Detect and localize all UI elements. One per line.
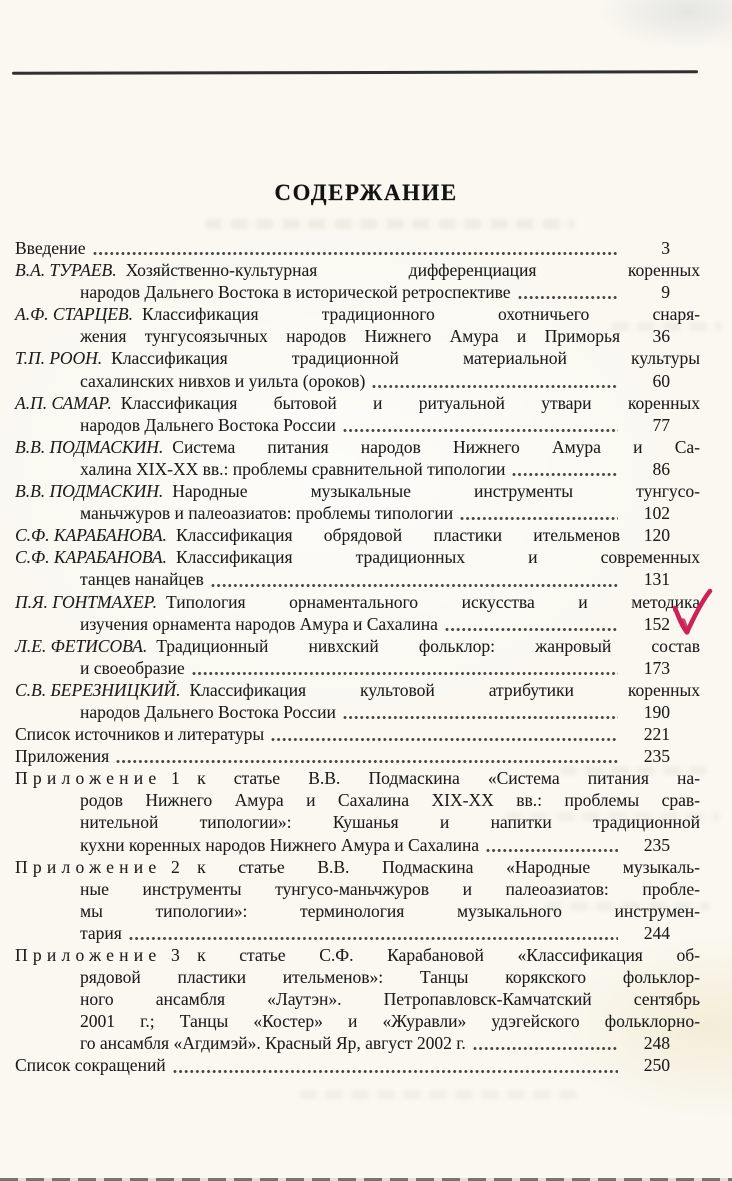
entry-text: маньчжуров и палеоазиатов: проблемы типологии bbox=[80, 503, 454, 524]
header-rule bbox=[12, 70, 698, 74]
entry-text: Классификация традиционной материальной культуры bbox=[111, 348, 700, 369]
toc-line bbox=[15, 900, 700, 922]
toc-line bbox=[15, 502, 700, 524]
entry-text: халина XIX-XX вв.: проблемы сравнительной типологии bbox=[80, 458, 506, 479]
entry-text: родов Нижнего Амура и Сахалина XIX-XX вв.: проблемы срав- bbox=[80, 790, 700, 811]
page-number: 235 bbox=[643, 834, 670, 855]
entry-author: В.В. ПОДМАСКИН. bbox=[15, 481, 164, 502]
entry-text: Классификация обрядовой пластики ительменов bbox=[175, 525, 620, 546]
bleedthrough-artifact bbox=[300, 1090, 580, 1099]
bleedthrough-artifact bbox=[205, 219, 575, 229]
page-number: 102 bbox=[643, 503, 670, 524]
toc-line bbox=[15, 1054, 700, 1076]
entry-text: к статье В.В. Подмаскина «Система питания на- bbox=[197, 768, 700, 789]
toc-line bbox=[15, 856, 700, 878]
page-number: 77 bbox=[652, 414, 670, 435]
page-number: 60 bbox=[652, 370, 670, 391]
page-number: 131 bbox=[643, 569, 670, 590]
entry-text: мы типологии»: терминология музыкального инструмен- bbox=[80, 900, 700, 921]
entry-text: Типология орнаментального искусства и методика bbox=[165, 591, 700, 612]
page-title: СОДЕРЖАНИЕ bbox=[274, 180, 458, 205]
toc-line bbox=[15, 303, 700, 325]
page-number: 9 bbox=[661, 282, 670, 303]
entry-author: П.Я. ГОНТМАХЕР. bbox=[15, 591, 157, 612]
entry-text: 2001 г.; Танцы «Костер» и «Журавли» удэгейского фольклорно- bbox=[80, 1011, 700, 1032]
entry-text: Система питания народов Нижнего Амура и Са- bbox=[172, 436, 700, 457]
toc-line bbox=[15, 259, 700, 281]
dot-leader bbox=[445, 627, 618, 632]
toc-line bbox=[15, 613, 700, 635]
page-number: 190 bbox=[643, 701, 670, 722]
toc-line bbox=[15, 414, 700, 436]
toc-line bbox=[15, 1032, 700, 1054]
entry-text: ного ансамбля «Лаутэн». Петропавловск-Камчатский сентябрь bbox=[80, 989, 700, 1010]
appendix-label: Приложение 2 bbox=[15, 856, 186, 877]
toc-line bbox=[15, 679, 700, 701]
entry-text: Классификация традиционного охотничьего снаря- bbox=[141, 304, 700, 325]
entry-text: тария bbox=[80, 922, 122, 943]
entry-text: кухни коренных народов Нижнего Амура и Сахалина bbox=[80, 834, 480, 855]
entry-author: Т.П. РООН. bbox=[15, 348, 103, 369]
entry-text: ные инструменты тунгусо-маньчжуров и палеоазиатов: пробле- bbox=[80, 878, 700, 899]
toc-line bbox=[15, 591, 700, 613]
entry-text: рядовой пластики ительменов»: Танцы корякского фольклор- bbox=[80, 967, 700, 988]
entry-text: танцев нанайцев bbox=[80, 569, 204, 590]
page-number: 36 bbox=[652, 326, 670, 347]
toc-line bbox=[15, 347, 700, 369]
page-number: 152 bbox=[643, 613, 670, 634]
toc-line bbox=[15, 237, 700, 259]
toc-line bbox=[15, 480, 700, 502]
entry-author: Л.Е. ФЕТИСОВА. bbox=[15, 635, 148, 656]
entry-text: жения тунгусоязычных народов Нижнего Амура и Приморья bbox=[80, 326, 620, 347]
dot-leader bbox=[93, 251, 618, 256]
entry-text: Классификация культовой атрибутики коренных bbox=[189, 679, 700, 700]
entry-text: нительной типологии»: Кушанья и напитки традиционной bbox=[80, 812, 700, 833]
toc-line bbox=[15, 436, 700, 458]
entry-text: изучения орнамента народов Амура и Сахалина bbox=[80, 613, 438, 634]
page-number: 248 bbox=[643, 1033, 670, 1054]
dot-leader bbox=[271, 737, 618, 742]
toc-line bbox=[15, 458, 700, 480]
toc-line bbox=[15, 370, 700, 392]
page-number: 173 bbox=[643, 657, 670, 678]
entry-author: В.А. ТУРАЕВ. bbox=[15, 260, 117, 281]
dot-leader bbox=[473, 1046, 618, 1051]
dot-leader bbox=[343, 428, 618, 433]
toc-line bbox=[15, 767, 700, 789]
entry-text: народов Дальнего Востока в исторической ретроспективе bbox=[80, 282, 511, 303]
dot-leader bbox=[192, 671, 618, 676]
entry-author: В.В. ПОДМАСКИН. bbox=[15, 436, 164, 457]
dot-leader bbox=[372, 384, 618, 389]
page-number: 250 bbox=[643, 1055, 670, 1076]
dot-leader bbox=[518, 295, 618, 300]
entry-text: к статье С.Ф. Карабановой «Классификация об- bbox=[197, 945, 700, 965]
entry-author: А.Ф. СТАРЦЕВ. bbox=[15, 304, 133, 325]
entry-text: Традиционный нивхский фольклор: жанровый состав bbox=[156, 635, 700, 656]
toc-line bbox=[15, 568, 700, 590]
toc-line bbox=[15, 966, 700, 988]
entry-author: С.Ф. КАРАБАНОВА. bbox=[15, 547, 167, 568]
page-number: 244 bbox=[643, 922, 670, 943]
page-number: 221 bbox=[643, 724, 670, 745]
toc-line bbox=[15, 789, 700, 811]
entry-text: Список источников и литературы bbox=[15, 724, 265, 745]
dot-leader bbox=[173, 1069, 618, 1074]
toc-line bbox=[15, 325, 700, 347]
entry-text: к статье В.В. Подмаскина «Народные музыкаль- bbox=[197, 856, 700, 877]
toc-line bbox=[15, 922, 700, 944]
toc-line bbox=[15, 635, 700, 657]
toc-line bbox=[15, 834, 700, 856]
toc-line bbox=[15, 546, 700, 568]
dot-leader bbox=[486, 848, 618, 853]
entry-text: Список сокращений bbox=[15, 1055, 166, 1076]
entry-text: народов Дальнего Востока России bbox=[80, 701, 336, 722]
page-number: 86 bbox=[652, 458, 670, 479]
toc-line bbox=[15, 745, 700, 767]
entry-author: А.П. САМАР. bbox=[15, 392, 112, 413]
entry-text: сахалинских нивхов и уильта (ороков) bbox=[80, 370, 366, 391]
toc-line bbox=[15, 657, 700, 679]
dot-leader bbox=[129, 936, 618, 941]
toc-line bbox=[15, 944, 700, 966]
entry-text: го ансамбля «Агдимэй». Красный Яр, август 2002 г. bbox=[80, 1033, 466, 1054]
entry-text: Народные музыкальные инструменты тунгусо- bbox=[172, 481, 700, 502]
toc-line bbox=[15, 524, 700, 546]
toc-line bbox=[15, 281, 700, 303]
toc-line bbox=[15, 701, 700, 723]
page-number: 120 bbox=[643, 525, 670, 546]
entry-text: Хозяйственно-культурная дифференциация коренных bbox=[125, 260, 700, 281]
entry-text: Введение bbox=[15, 238, 86, 258]
page-number: 3 bbox=[661, 238, 670, 258]
entry-text: Приложения bbox=[15, 746, 110, 767]
toc-line bbox=[15, 878, 700, 900]
entry-text: и своеобразие bbox=[80, 657, 185, 678]
dot-leader bbox=[116, 759, 618, 764]
toc-line bbox=[15, 392, 700, 414]
appendix-label: Приложение 1 bbox=[15, 768, 186, 789]
dot-leader bbox=[343, 715, 618, 720]
toc-list bbox=[15, 237, 700, 1077]
toc-line bbox=[15, 723, 700, 745]
dot-leader bbox=[512, 472, 618, 477]
page-number: 235 bbox=[643, 746, 670, 767]
entry-text: народов Дальнего Востока России bbox=[80, 414, 336, 435]
dot-leader bbox=[211, 583, 618, 588]
appendix-label: Приложение 3 bbox=[15, 945, 186, 965]
entry-author: С.В. БЕРЕЗНИЦКИЙ. bbox=[15, 679, 181, 700]
entry-author: С.Ф. КАРАБАНОВА. bbox=[15, 525, 167, 546]
dot-leader bbox=[460, 516, 618, 521]
entry-text: Классификация бытовой и ритуальной утвари коренных bbox=[120, 392, 700, 413]
toc-line bbox=[15, 1010, 700, 1032]
entry-text: Классификация традиционных и современных bbox=[175, 547, 700, 568]
toc-line bbox=[15, 811, 700, 833]
toc-line bbox=[15, 988, 700, 1010]
